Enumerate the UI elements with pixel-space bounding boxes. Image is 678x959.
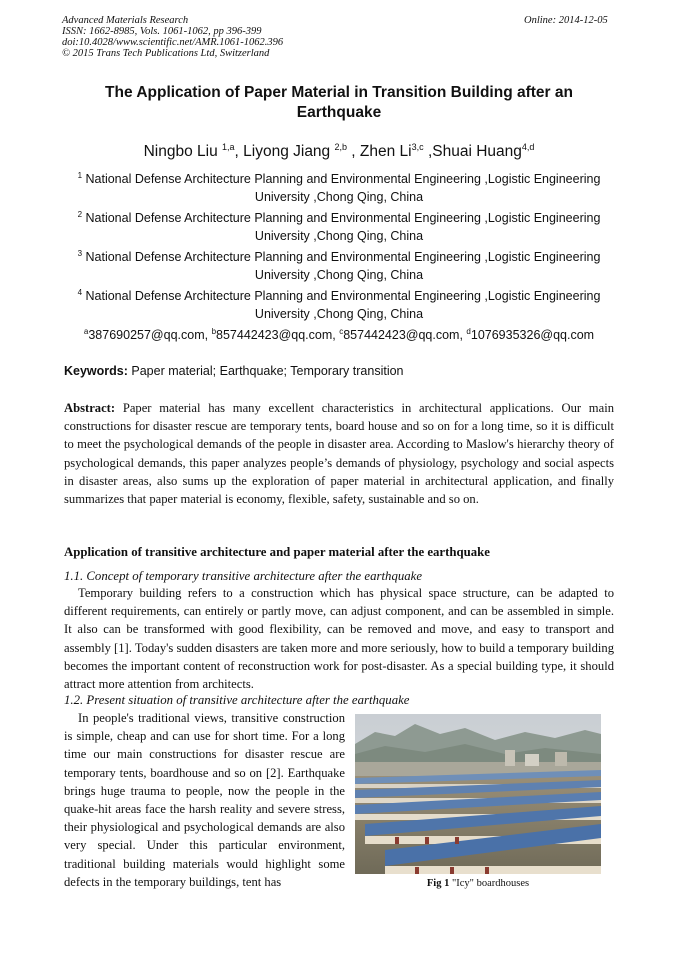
email-sup: d (466, 327, 471, 336)
affiliation-line: National Defense Architecture Planning and Environmental Engineering ,Logistic Engineering (82, 211, 601, 226)
abstract-text: Paper material has many excellent characteristics in architectural applications. Our main constructions for disaster rescue are temporary tents, board house and so on for a long time, so it is difficult to meet the psychological demands of the people in disaster area. According to Maslow's hierarchy theory of psychological demands, this paper analyzes people’s demands of physiology, psychology and social aspects in disaster areas, also sums up the exploration of paper material in architectural application, and finally summarizes that paper material is economy, flexible, safety, sustainable and so on. (64, 401, 614, 507)
author-name: Ningbo Liu (143, 143, 222, 161)
keywords (64, 362, 404, 380)
author-sup: 4,d (521, 142, 535, 152)
journal-metadata (62, 15, 283, 59)
email-sup: c (339, 327, 344, 336)
affiliation-line: National Defense Architecture Planning and Environmental Engineering ,Logistic Engineering (82, 250, 601, 265)
affiliation (62, 245, 616, 284)
email-list (62, 323, 616, 344)
author-name: Zhen Li (359, 143, 412, 161)
email-address: 857442423@qq.com, (216, 328, 340, 343)
affiliation-sup: 4 (77, 288, 83, 297)
email-sup: a (83, 327, 89, 336)
boardhouse-photo (355, 714, 601, 874)
journal-name: Advanced Materials Research (62, 15, 189, 26)
abstract-label: Abstract: (64, 401, 116, 415)
journal-doi: doi:10.4028/www.scientific.net/AMR.1061-1062.396 (62, 37, 284, 48)
author-list: Ningbo Liu $^{1,a}$, Liyong Jiang $^{2,b}$ , Zhen Li$^{3,c}$ ,Shuai Huang$^{4,d}$ (143, 142, 535, 161)
author-name: Liyong Jiang (243, 143, 335, 161)
affiliation-sup: 3 (77, 249, 83, 258)
author-name: Shuai Huang (432, 143, 522, 161)
affiliation-sup: 1 (77, 171, 83, 180)
online-date: Online: 2014-12-05 (524, 15, 608, 26)
author-sup: 1,a (222, 142, 235, 152)
email-address: 1076935326@qq.com (470, 328, 595, 343)
keywords-label: Keywords: (64, 364, 128, 378)
keywords-text: Paper material; Earthquake; Temporary transition (127, 364, 404, 378)
figure-caption-text: "Icy" boardhouses (449, 878, 530, 889)
email-address: 387690257@qq.com, (88, 328, 212, 343)
affiliation (62, 167, 616, 206)
affiliation-sup: 2 (77, 210, 83, 219)
affiliation (62, 284, 616, 323)
affiliation-line: University ,Chong Qing, China (254, 190, 424, 205)
section-heading: Application of transitive architecture and paper material after the earthquake (64, 545, 490, 559)
journal-copyright: © 2015 Trans Tech Publications Ltd, Switzerland (62, 48, 270, 59)
affiliation-line: University ,Chong Qing, China (254, 229, 424, 244)
paragraph: Temporary building refers to a construction which has physical space structure, can be adapted to different requirements, can entirely or partly move, can adjust component, and can be assembled in simple. It also can be transformed with good flexibility, can be removed and move, and easy to transport and assembly [1]. Today's sudden disasters are taken more and more seriously, how to build a temporary building becomes the important content of reconstruction work for post-disaster. As a special building type, it should attract more attention from architects. (64, 586, 614, 692)
email-sup: b (211, 327, 217, 336)
figure-caption (355, 877, 601, 891)
paper-title: The Application of Paper Material in Transition Building after an Earthquake (105, 84, 573, 121)
affiliation-line: National Defense Architecture Planning and Environmental Engineering ,Logistic Engineering (82, 289, 601, 304)
journal-issn: ISSN: 1662-8985, Vols. 1061-1062, pp 396-399 (62, 26, 262, 37)
email-address: 857442423@qq.com, (343, 328, 467, 343)
abstract (64, 399, 614, 508)
author-sup: 3,c (411, 142, 424, 152)
paragraph: In people's traditional views, transitive construction is simple, cheap and can use for short time. For a long time our main constructions for disaster rescue are temporary tents, boardhouse and so on [2]. Earthquake brings huge trauma to people, now the people in the quake-hit areas face the harsh reality and severe stress, their physiological and psychological demands are also very special. Under this particular environment, traditional building materials would highlight some defects in the temporary buildings, tent has (64, 711, 345, 889)
author-sup: 2,b (334, 142, 347, 152)
affiliation-line: University ,Chong Qing, China (254, 307, 424, 322)
affiliation-line: National Defense Architecture Planning and Environmental Engineering ,Logistic Engineering (82, 172, 601, 187)
subsection-heading: 1.1. Concept of temporary transitive architecture after the earthquake (64, 569, 423, 583)
figure-label: Fig 1 (426, 878, 450, 889)
subsection-heading: 1.2. Present situation of transitive architecture after the earthquake (64, 693, 410, 707)
affiliation-line: University ,Chong Qing, China (254, 268, 424, 283)
affiliation (62, 206, 616, 245)
